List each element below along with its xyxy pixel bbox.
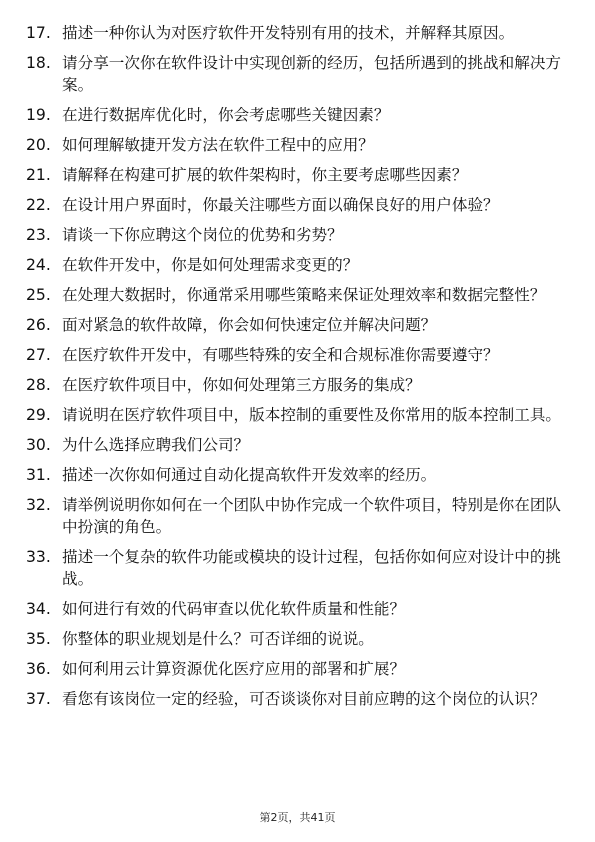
question-number: 22. bbox=[26, 196, 51, 214]
question-item bbox=[26, 546, 566, 590]
question-text: 如何进行有效的代码审查以优化软件质量和性能？ bbox=[62, 600, 406, 618]
question-item bbox=[26, 658, 566, 680]
question-number: 20. bbox=[26, 136, 51, 154]
question-item bbox=[26, 434, 566, 456]
question-text: 在进行数据库优化时，你会考虑哪些关键因素？ bbox=[62, 106, 390, 124]
question-text: 如何利用云计算资源优化医疗应用的部署和扩展？ bbox=[62, 660, 406, 678]
question-text: 请解释在构建可扩展的软件架构时，你主要考虑哪些因素？ bbox=[62, 166, 468, 184]
question-number: 33. bbox=[26, 548, 51, 566]
question-text: 面对紧急的软件故障，你会如何快速定位并解决问题？ bbox=[62, 316, 437, 334]
question-text: 如何理解敏捷开发方法在软件工程中的应用？ bbox=[62, 136, 374, 154]
question-number: 25. bbox=[26, 286, 51, 304]
question-item bbox=[26, 688, 566, 710]
question-text: 你整体的职业规划是什么？可否详细的说说。 bbox=[62, 630, 374, 648]
question-number: 19. bbox=[26, 106, 51, 124]
question-item bbox=[26, 22, 566, 44]
question-text: 请举例说明你如何在一个团队中协作完成一个软件项目，特别是你在团队中扮演的角色。 bbox=[62, 496, 562, 536]
question-item bbox=[26, 628, 566, 650]
question-number: 35. bbox=[26, 630, 51, 648]
question-text: 为什么选择应聘我们公司？ bbox=[62, 436, 250, 454]
question-number: 17. bbox=[26, 24, 51, 42]
question-text: 请说明在医疗软件项目中，版本控制的重要性及你常用的版本控制工具。 bbox=[62, 406, 562, 424]
question-item bbox=[26, 314, 566, 336]
question-number: 37. bbox=[26, 690, 51, 708]
question-text: 描述一种你认为对医疗软件开发特别有用的技术，并解释其原因。 bbox=[62, 24, 515, 42]
question-number: 32. bbox=[26, 496, 51, 514]
question-item bbox=[26, 194, 566, 216]
question-number: 28. bbox=[26, 376, 51, 394]
question-number: 21. bbox=[26, 166, 51, 184]
question-text: 请谈一下你应聘这个岗位的优势和劣势？ bbox=[62, 226, 343, 244]
question-item bbox=[26, 494, 566, 538]
question-item bbox=[26, 104, 566, 126]
question-item bbox=[26, 254, 566, 276]
question-number: 34. bbox=[26, 600, 51, 618]
question-item bbox=[26, 284, 566, 306]
question-item bbox=[26, 52, 566, 96]
question-number: 23. bbox=[26, 226, 51, 244]
question-number: 29. bbox=[26, 406, 51, 424]
question-text: 看您有该岗位一定的经验，可否谈谈你对目前应聘的这个岗位的认识？ bbox=[62, 690, 546, 708]
question-item bbox=[26, 374, 566, 396]
question-number: 26. bbox=[26, 316, 51, 334]
question-text: 在医疗软件项目中，你如何处理第三方服务的集成？ bbox=[62, 376, 421, 394]
question-number: 30. bbox=[26, 436, 51, 454]
question-text: 描述一次你如何通过自动化提高软件开发效率的经历。 bbox=[62, 466, 437, 484]
question-text: 在处理大数据时，你通常采用哪些策略来保证处理效率和数据完整性？ bbox=[62, 286, 546, 304]
question-text: 请分享一次你在软件设计中实现创新的经历，包括所遇到的挑战和解决方案。 bbox=[62, 54, 562, 94]
question-text: 描述一个复杂的软件功能或模块的设计过程，包括你如何应对设计中的挑战。 bbox=[62, 548, 562, 588]
question-item bbox=[26, 464, 566, 486]
question-number: 27. bbox=[26, 346, 51, 364]
question-list bbox=[26, 22, 566, 718]
question-number: 31. bbox=[26, 466, 51, 484]
page-number-label: 第2页，共41页 bbox=[259, 811, 336, 824]
question-text: 在医疗软件开发中，有哪些特殊的安全和合规标准你需要遵守？ bbox=[62, 346, 499, 364]
question-number: 24. bbox=[26, 256, 51, 274]
question-item bbox=[26, 344, 566, 366]
question-text: 在软件开发中，你是如何处理需求变更的？ bbox=[62, 256, 359, 274]
question-text: 在设计用户界面时，你最关注哪些方面以确保良好的用户体验？ bbox=[62, 196, 499, 214]
question-number: 18. bbox=[26, 54, 51, 72]
question-item bbox=[26, 404, 566, 426]
question-item bbox=[26, 134, 566, 156]
question-item bbox=[26, 164, 566, 186]
question-item bbox=[26, 224, 566, 246]
question-number: 36. bbox=[26, 660, 51, 678]
question-item bbox=[26, 598, 566, 620]
page-footer bbox=[0, 811, 595, 825]
